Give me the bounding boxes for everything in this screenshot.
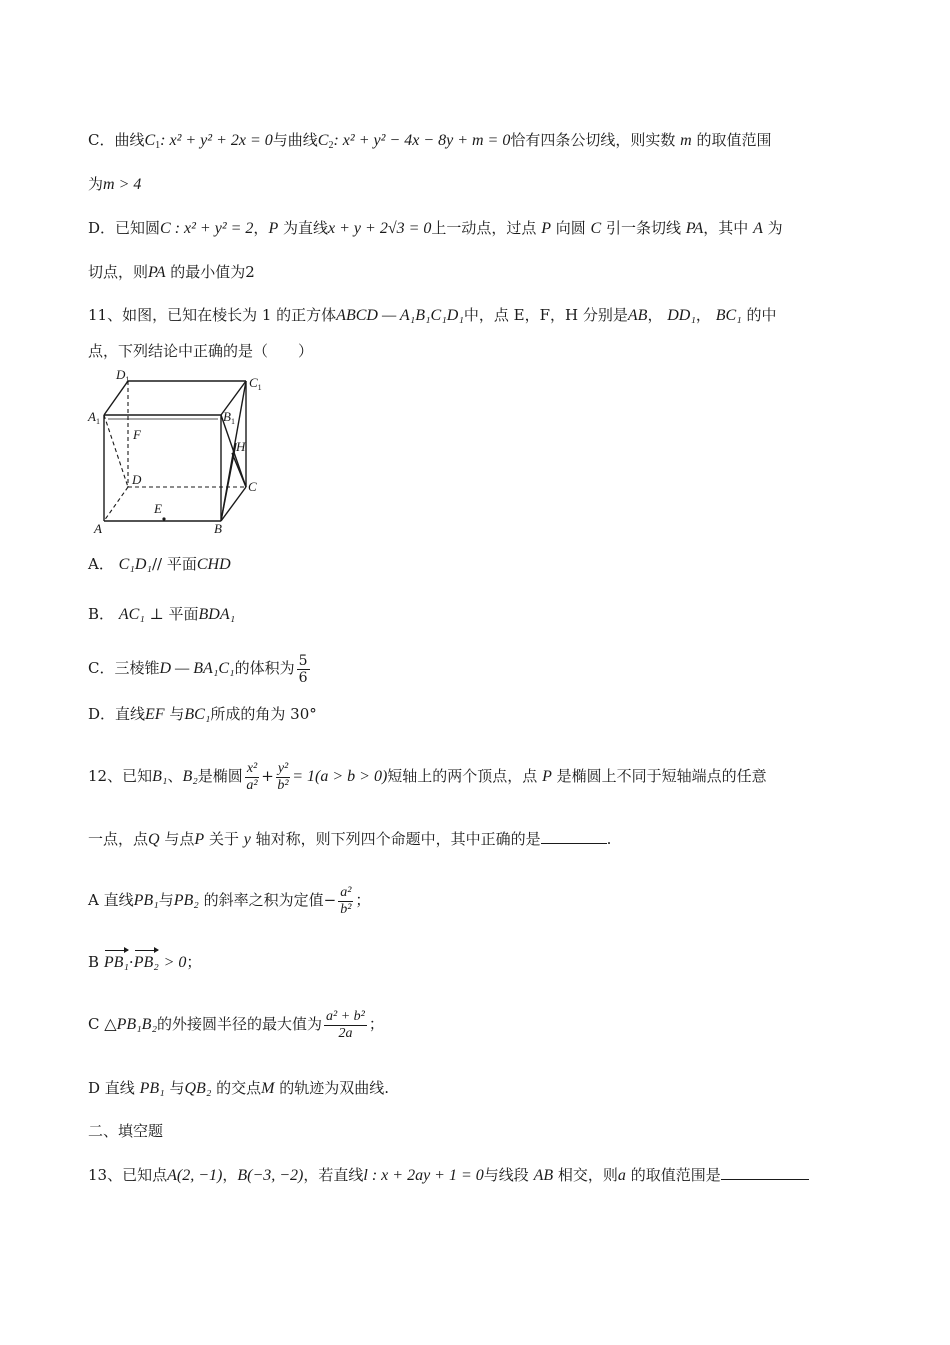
q12-eq: = 1(a > b > 0) xyxy=(292,768,388,785)
q12-stem-line2 xyxy=(88,829,611,850)
curve-c2-subscript: 2 xyxy=(328,140,334,151)
q11-a-rel: // 平面 xyxy=(151,555,197,573)
curve-c1-equation: : x² + y² + 2x = 0 xyxy=(160,132,273,149)
q12-stem-line1 xyxy=(88,758,767,795)
q12-c-t1: 的外接圆半径的最大值为 xyxy=(157,1015,323,1033)
q12-a-den: b² xyxy=(340,901,352,917)
q12-xden: a² xyxy=(246,777,258,793)
q12-a-frac xyxy=(338,885,353,918)
q11-stem-line2: 点，下列结论中正确的是（ ） xyxy=(88,342,314,360)
q10-d-pa2: PA xyxy=(148,264,166,281)
q13-answer-blank[interactable] xyxy=(721,1179,809,1180)
q12-l2-t3: 关于 xyxy=(208,830,239,848)
q11-t5: 的中 xyxy=(746,306,777,324)
q13-point-b: B(−3, −2) xyxy=(237,1167,304,1184)
q11-option-b xyxy=(88,604,235,625)
q12-p: P xyxy=(542,768,552,785)
q12-d-label: D 直线 xyxy=(88,1079,135,1097)
q12-t3: 是椭圆 xyxy=(197,767,243,785)
q12-option-d xyxy=(88,1078,389,1099)
q12-a-pb1: PB₁ xyxy=(133,892,159,909)
q10-option-d-line2 xyxy=(88,262,255,283)
q11-c-rel: 的体积为 xyxy=(234,659,295,677)
q11-t4: ， xyxy=(695,306,711,324)
q10-d-p7: 为 xyxy=(767,219,783,237)
q12-plus: + xyxy=(261,767,274,785)
q11-stem-line1 xyxy=(88,305,777,326)
line-equation: x + y + 2√3 = 0 xyxy=(328,220,432,237)
q11-dd1: DD₁ xyxy=(667,307,696,324)
cube-edges xyxy=(104,381,246,521)
q12-x-frac xyxy=(245,761,259,794)
edge-da xyxy=(104,487,128,521)
edge-a1d xyxy=(104,415,128,487)
section-fill-in-title: 二、填空题 xyxy=(88,1122,164,1140)
q10-option-c-line1 xyxy=(88,130,772,156)
q13-point-a: A(2, −1) xyxy=(167,1167,223,1184)
q12-option-a xyxy=(88,880,370,921)
q10-d-point-p: P xyxy=(268,220,279,237)
q10-option-d-line1 xyxy=(88,218,783,239)
q11-a-label: A． xyxy=(88,555,114,573)
q13-sep: ， xyxy=(222,1166,238,1184)
q11-ab: AB xyxy=(627,307,648,324)
q10-c-mid: 与曲线 xyxy=(272,131,318,149)
label-c: C xyxy=(248,479,257,494)
cube-figure xyxy=(86,363,276,539)
q12-t2: 、 xyxy=(167,767,183,785)
q12-a-t2: 的斜率之积为定值 xyxy=(203,891,324,909)
q11-cube: ABCD — A₁B₁C₁D₁ xyxy=(336,307,464,324)
q12-a-t1: 与 xyxy=(158,891,174,909)
label-d1: $D_1$ xyxy=(116,367,130,384)
label-b: B xyxy=(214,521,222,536)
label-d: D xyxy=(132,472,142,487)
edge-ch xyxy=(232,453,246,487)
label-f: F xyxy=(133,427,141,442)
label-a: A xyxy=(94,521,102,536)
curve-c1-subscript: 1 xyxy=(155,140,161,151)
q11-c-den: 6 xyxy=(298,669,308,686)
q10-d-p5: 引一条切线 xyxy=(606,219,682,237)
q10-option-c-line2 xyxy=(88,174,141,195)
q12-t1: 12、已知 xyxy=(88,767,153,785)
q10-c-tail: 恰有四条公切线，则实数 xyxy=(510,131,676,149)
q10-d-p6: ，其中 xyxy=(703,219,749,237)
q12-b-dot: · xyxy=(128,953,134,971)
q12-d-qb2: QB₂ xyxy=(184,1080,212,1097)
q12-c-label: C xyxy=(88,1015,100,1033)
q12-l2-t4: 轴对称，则下列四个命题中，其中正确的是 xyxy=(255,830,541,848)
q12-b-rel: > 0 xyxy=(163,954,187,971)
q11-b-math: AC₁ xyxy=(118,606,145,623)
q10-d-text2: 的最小值为 xyxy=(170,263,246,281)
q11-option-d xyxy=(88,704,317,725)
label-c1: $C_1$ xyxy=(249,375,262,392)
q12-b-end: ； xyxy=(186,953,202,971)
curve-c2-equation: : x² + y² − 4x − 8y + m = 0 xyxy=(333,132,511,149)
q10-d-p4: 向圆 xyxy=(555,219,586,237)
q10-d-label: D．已知圆 xyxy=(88,219,161,237)
q12-option-c xyxy=(88,1004,384,1045)
q11-c-label: C．三棱锥 xyxy=(88,659,160,677)
q11-d-rel: 与 xyxy=(169,705,185,723)
q12-d-m: M xyxy=(261,1080,275,1097)
q11-bc1: BC₁ xyxy=(715,307,742,324)
q11-d-tail: 所成的角为 30° xyxy=(210,705,317,723)
q11-b-rel: ⊥ 平面 xyxy=(149,605,199,623)
q12-b-label: B xyxy=(88,953,100,971)
q12-l2-t1: 一点，点 xyxy=(88,830,149,848)
q12-c-triangle: △PB₁B₂ xyxy=(104,1016,158,1033)
q11-t1: 11、如图，已知在棱长为 1 的正方体 xyxy=(88,306,337,324)
edge-bh xyxy=(221,443,236,521)
q12-c-den: 2a xyxy=(338,1025,353,1041)
q11-option-c xyxy=(88,650,312,687)
q10-d-circle-c: C xyxy=(590,220,602,237)
q10-d-point-a: A xyxy=(753,220,763,237)
q10-c-text: 为 xyxy=(88,175,104,193)
q11-b-plane: BDA₁ xyxy=(198,606,236,623)
q12-a-num: a² xyxy=(340,884,352,900)
q10-d-p2: 为直线 xyxy=(283,219,329,237)
edge-d1a1 xyxy=(104,381,128,415)
q13-t5: 的取值范围是 xyxy=(630,1166,721,1184)
q13-stem xyxy=(88,1165,809,1186)
q12-d-t3: 的轨迹为双曲线. xyxy=(279,1079,390,1097)
q13-ab: AB xyxy=(533,1167,554,1184)
q12-option-b xyxy=(88,952,201,973)
q12-ynum: y² xyxy=(277,760,289,776)
q12-yden: b² xyxy=(277,777,289,793)
q11-d-bc1: BC₁ xyxy=(184,706,211,723)
q13-t3: 与线段 xyxy=(483,1166,529,1184)
q12-b-vec2: PB₂ xyxy=(133,954,159,971)
q10-d-min-value: 2 xyxy=(245,263,255,281)
q11-c-math: D — BA₁C₁ xyxy=(159,660,235,677)
q10-d-point-p2: P xyxy=(541,220,551,237)
q11-a-plane: CHD xyxy=(196,556,231,573)
q11-a-math: C₁D₁ xyxy=(118,556,152,573)
label-h: H xyxy=(236,439,246,454)
q12-l2-t2: 与点 xyxy=(164,830,195,848)
q13-t1: 13、已知点 xyxy=(88,1166,168,1184)
q10-d-p1: ， xyxy=(253,219,269,237)
q12-y-frac xyxy=(276,761,290,794)
q10-d-text1: 切点，则 xyxy=(88,263,149,281)
q10-c-range: m > 4 xyxy=(103,176,142,193)
q10-c-label: C．曲线 xyxy=(88,131,145,149)
q10-c-m: m xyxy=(680,132,692,149)
q13-a: a xyxy=(617,1167,626,1184)
q12-b1: B₁ xyxy=(152,768,168,785)
q12-a-sign: − xyxy=(323,891,337,909)
q12-a-end: ； xyxy=(355,891,371,909)
curve-c2: C xyxy=(317,132,329,149)
circle-c-equation: C : x² + y² = 2 xyxy=(160,220,254,237)
label-e: E xyxy=(154,501,162,516)
q12-l2-p: P xyxy=(194,831,205,848)
q12-b2: B₂ xyxy=(182,768,198,785)
q11-b-label: B． xyxy=(88,605,115,623)
q13-t4: 相交，则 xyxy=(557,1166,618,1184)
q12-c-end: ； xyxy=(368,1015,384,1033)
label-a1: $A_1$ xyxy=(88,409,100,426)
q10-c-tail2: 的取值范围 xyxy=(696,131,772,149)
q13-line-l: l : x + 2ay + 1 = 0 xyxy=(363,1167,484,1184)
q11-d-ef: EF xyxy=(145,706,165,723)
q12-end: . xyxy=(606,830,612,848)
q12-t5: 是椭圆上不同于短轴端点的任意 xyxy=(556,767,767,785)
q12-y: y xyxy=(243,831,251,848)
q12-d-t2: 的交点 xyxy=(216,1079,262,1097)
q11-option-a xyxy=(88,554,231,575)
q10-d-pa: PA xyxy=(685,220,704,237)
q12-xnum: x² xyxy=(246,760,258,776)
q10-d-p3: 上一动点，过点 xyxy=(431,219,537,237)
label-b1: $B_1$ xyxy=(223,409,235,426)
q12-d-pb1: PB₁ xyxy=(139,1080,165,1097)
q11-d-label: D．直线 xyxy=(88,705,146,723)
q11-t3: ， xyxy=(647,306,663,324)
q12-b-vec1: PB₁ xyxy=(103,954,129,971)
point-e xyxy=(162,517,165,520)
q11-t2: 中，点 E，F，H 分别是 xyxy=(463,306,628,324)
q12-a-label: A 直线 xyxy=(88,891,134,909)
q11-c-fraction xyxy=(297,653,310,686)
q12-answer-blank[interactable] xyxy=(541,843,607,844)
q11-c-num: 5 xyxy=(298,652,308,669)
q12-q: Q xyxy=(148,831,160,848)
q12-c-num: a² + b² xyxy=(326,1008,365,1024)
q13-t2: ，若直线 xyxy=(303,1166,364,1184)
q12-a-pb2: PB₂ xyxy=(173,892,199,909)
q12-d-t1: 与 xyxy=(169,1079,185,1097)
q12-c-frac xyxy=(324,1009,367,1042)
curve-c1: C xyxy=(144,132,156,149)
q12-t4: 短轴上的两个顶点，点 xyxy=(387,767,538,785)
